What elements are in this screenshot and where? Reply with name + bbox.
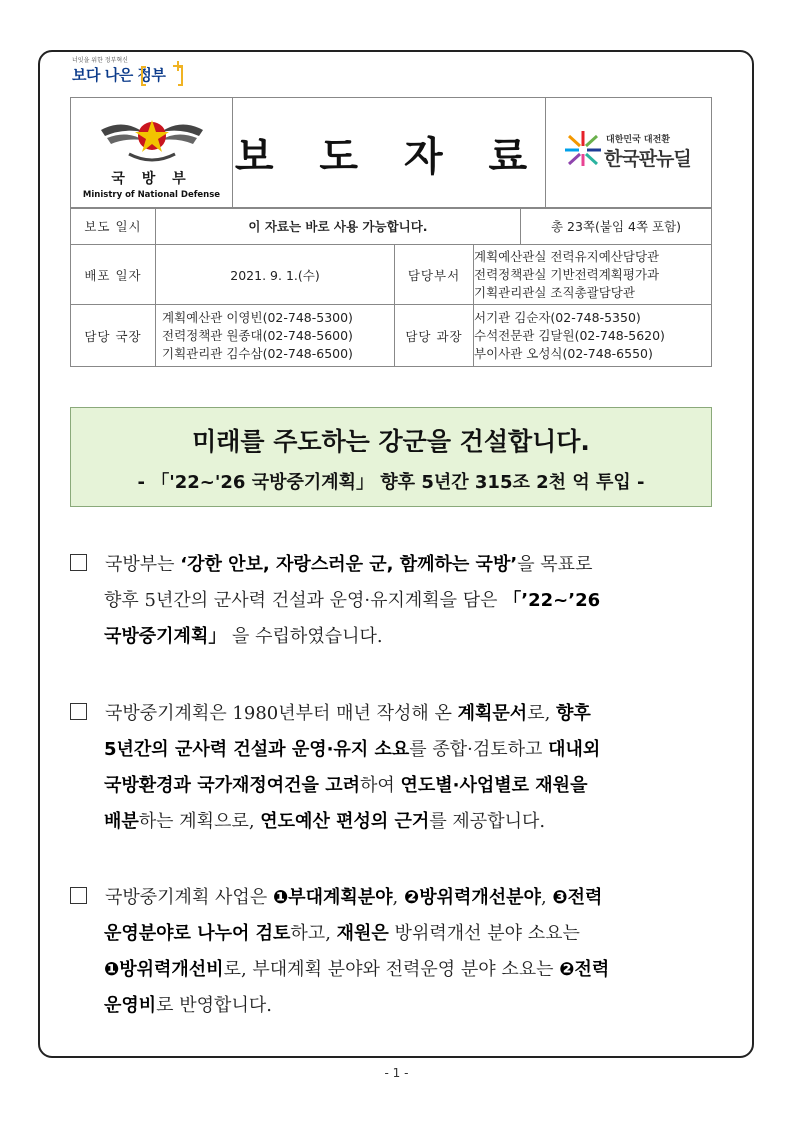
checkbox-bullet-icon	[70, 554, 87, 571]
mnd-emblem-icon	[93, 108, 211, 166]
manager-item: 부이사관 오성식(02-748-6550)	[474, 345, 653, 361]
department-item: 기획관리관실 조직총괄담당관	[474, 284, 635, 300]
press-release-title: 보 도 자 료	[233, 98, 546, 209]
manager-list	[474, 305, 712, 367]
emphasis-text: 「’22~’26	[503, 590, 601, 611]
distribution-label: 배포 일자	[71, 245, 156, 305]
press-header-table	[70, 97, 712, 209]
body-text: 방위력개선 분야 소요는	[388, 923, 580, 944]
new-deal-logo-icon	[563, 128, 603, 168]
director-item: 기획관리관 김수삼(02-748-6500)	[162, 345, 353, 361]
paragraph-2	[70, 696, 730, 840]
emphasis-text: 배분	[104, 811, 139, 832]
headline-title: 미래를 주도하는 강군을 건설합니다.	[192, 427, 590, 456]
press-info-table	[70, 207, 712, 367]
emphasis-text: ❶방위력개선비	[104, 959, 224, 980]
body-text: 을 수립하였습니다.	[226, 626, 383, 647]
emphasis-text: 5년간의 군사력 건설과 운영·유지 소요	[104, 739, 410, 760]
emphasis-text: 국방중기계획」	[104, 626, 227, 647]
body-text: 를 제공합니다.	[429, 811, 546, 832]
ministry-cell	[71, 98, 233, 209]
body-text: 국방부는	[105, 554, 181, 575]
paragraph-3	[70, 880, 730, 1024]
headline-box	[70, 407, 712, 507]
director-list	[156, 305, 395, 367]
body-text: 로 반영합니다.	[156, 995, 272, 1016]
emphasis-text: 운영비	[104, 995, 157, 1016]
emphasis-text: ‘강한 안보, 자랑스러운 군, 함께하는 국방’	[180, 554, 518, 575]
release-label: 보도 일시	[71, 208, 156, 245]
body-text: 을 목표로	[517, 554, 593, 575]
body-text: 를 종합·검토하고	[409, 739, 549, 760]
manager-item: 수석전문관 김달원(02-748-5620)	[474, 327, 665, 343]
paragraph-1	[70, 547, 730, 655]
ministry-name-en: Ministry of National Defense	[82, 190, 221, 200]
korean-new-deal-cell	[546, 98, 712, 209]
emphasis-text: ❸전력	[552, 887, 603, 908]
emphasis-text: 운영분야로 나누어 검토	[104, 923, 291, 944]
emphasis-text: ❶부대계획분야	[272, 887, 393, 908]
page-count: 총 23쪽(붙임 4쪽 포함)	[521, 208, 712, 245]
new-deal-subtitle: 대한민국 대전환	[606, 135, 670, 145]
manager-label: 담당 과장	[395, 305, 474, 367]
emphasis-text: 계획문서	[457, 703, 528, 724]
emphasis-text: 국방환경과 국가재정여건을 고려	[104, 775, 360, 796]
department-item: 계획예산관실 전력유지예산담당관	[474, 248, 660, 264]
department-label: 담당부서	[395, 245, 474, 305]
release-value: 이 자료는 바로 사용 가능합니다.	[156, 208, 521, 245]
manager-item: 서기관 김순자(02-748-5350)	[474, 309, 641, 325]
emphasis-text: 대내외	[548, 739, 601, 760]
body-text: 하여	[359, 775, 401, 796]
body-text: 국방중기계획은 1980년부터 매년 작성해 온	[105, 703, 458, 724]
gov-name: 보다 나은 정부	[72, 66, 166, 84]
distribution-date: 2021. 9. 1.(수)	[156, 245, 395, 305]
government-innovation-logo	[72, 55, 190, 91]
emphasis-text: 연도예산 편성의 근거	[260, 811, 430, 832]
director-label: 담당 국장	[71, 305, 156, 367]
director-item: 전력정책관 원종대(02-748-5600)	[162, 327, 353, 343]
headline-subtitle: - 「'22~'26 국방중기계획」 향후 5년간 315조 2천 억 투입 -	[137, 472, 645, 493]
checkbox-bullet-icon	[70, 703, 87, 720]
emphasis-text: ❷전력	[559, 959, 610, 980]
bracket-icon	[140, 61, 184, 87]
director-item: 계획예산관 이영빈(02-748-5300)	[162, 309, 353, 325]
body-text: 로, 부대계획 분야와 전력운영 분야 소요는	[223, 959, 560, 980]
body-text: 향후 5년간의 군사력 건설과 운영·유지계획을 담은	[104, 590, 504, 611]
body-text: 국방중기계획 사업은	[105, 887, 273, 908]
page-number: - 1 -	[384, 1066, 409, 1080]
emphasis-text: 연도별·사업별로 재원을	[400, 775, 588, 796]
body-text: ,	[392, 887, 404, 908]
emphasis-text: 재원은	[336, 923, 389, 944]
emphasis-text: 향후	[556, 703, 591, 724]
department-item: 전력정책관실 기반전력계획평가과	[474, 266, 660, 282]
department-list	[474, 245, 712, 305]
body-text: 하고,	[290, 923, 337, 944]
emphasis-text: ❷방위력개선분야	[403, 887, 541, 908]
body-text: 로,	[527, 703, 557, 724]
body-text: 하는 계획으로,	[138, 811, 261, 832]
checkbox-bullet-icon	[70, 887, 87, 904]
gov-slogan: 너잇을 위한 정부혁신	[72, 57, 128, 64]
ministry-name: 국 방 부	[111, 171, 192, 187]
new-deal-title: 한국판뉴딜	[604, 148, 691, 170]
body-text: ,	[540, 887, 553, 908]
